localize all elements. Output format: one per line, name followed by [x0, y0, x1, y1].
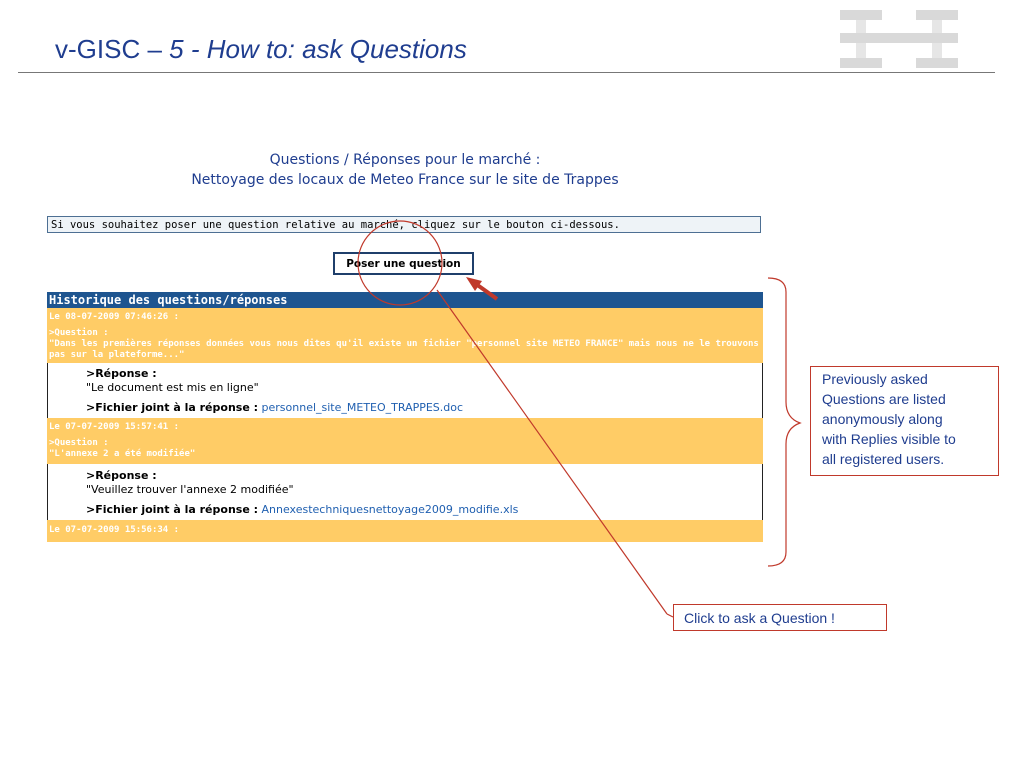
arrow-shaft [476, 284, 497, 299]
slide-title-italic: 5 - How to: ask Questions [169, 34, 467, 64]
callout-ask: Click to ask a Question ! [673, 604, 887, 631]
callout-line: with Replies visible to [822, 431, 956, 447]
callout-line: Previously asked [822, 371, 928, 387]
page-heading-line1: Questions / Réponses pour le marché : [269, 152, 541, 168]
attachment-link[interactable]: Annexestechniquesnettoyage2009_modifie.xls [261, 503, 519, 516]
question-text: "Dans les premières réponses données vous nous dites qu'il existe un fichier "personnel site METEO FRANCE" mais nous ne le trouvons pas sur la plateforme..." [49, 339, 759, 360]
response-label: >Réponse : [86, 367, 157, 380]
info-text: Si vous souhaitez poser une question relative au marché, cliquez sur le bouton ci-dessous. [47, 216, 761, 233]
attachment-link[interactable]: personnel_site_METEO_TRAPPES.doc [261, 401, 464, 414]
page-heading-line2: Nettoyage des locaux de Meteo France sur le site de Trappes [191, 172, 619, 188]
question-date: Le 08-07-2009 07:46:26 : [47, 308, 763, 326]
response-label: >Réponse : [86, 469, 157, 482]
history-header: Historique des questions/réponses [47, 292, 763, 308]
callout-line: anonymously along [822, 411, 943, 427]
question-label: >Question : [49, 438, 109, 448]
question-text: "L'annexe 2 a été modifiée" [49, 449, 196, 459]
callout-line: Questions are listed [822, 391, 946, 407]
response-text: "Le document est mis en ligne" [86, 381, 259, 394]
response-text: "Veuillez trouver l'annexe 2 modifiée" [86, 483, 294, 496]
callout-line: all registered users. [822, 451, 945, 467]
curly-brace [768, 278, 800, 566]
question-label: >Question : [49, 328, 109, 338]
callout-replies [810, 366, 999, 476]
ask-question-button[interactable]: Poser une question [333, 252, 474, 275]
attachment-label: >Fichier joint à la réponse : [86, 503, 259, 516]
question-date: Le 07-07-2009 15:57:41 : [47, 418, 763, 436]
slide-title-prefix: v-GISC – [55, 34, 170, 64]
attachment-label: >Fichier joint à la réponse : [86, 401, 259, 414]
question-date: Le 07-07-2009 15:56:34 : [47, 520, 763, 542]
pointer-line [437, 290, 667, 614]
highlight-circle [358, 221, 442, 305]
